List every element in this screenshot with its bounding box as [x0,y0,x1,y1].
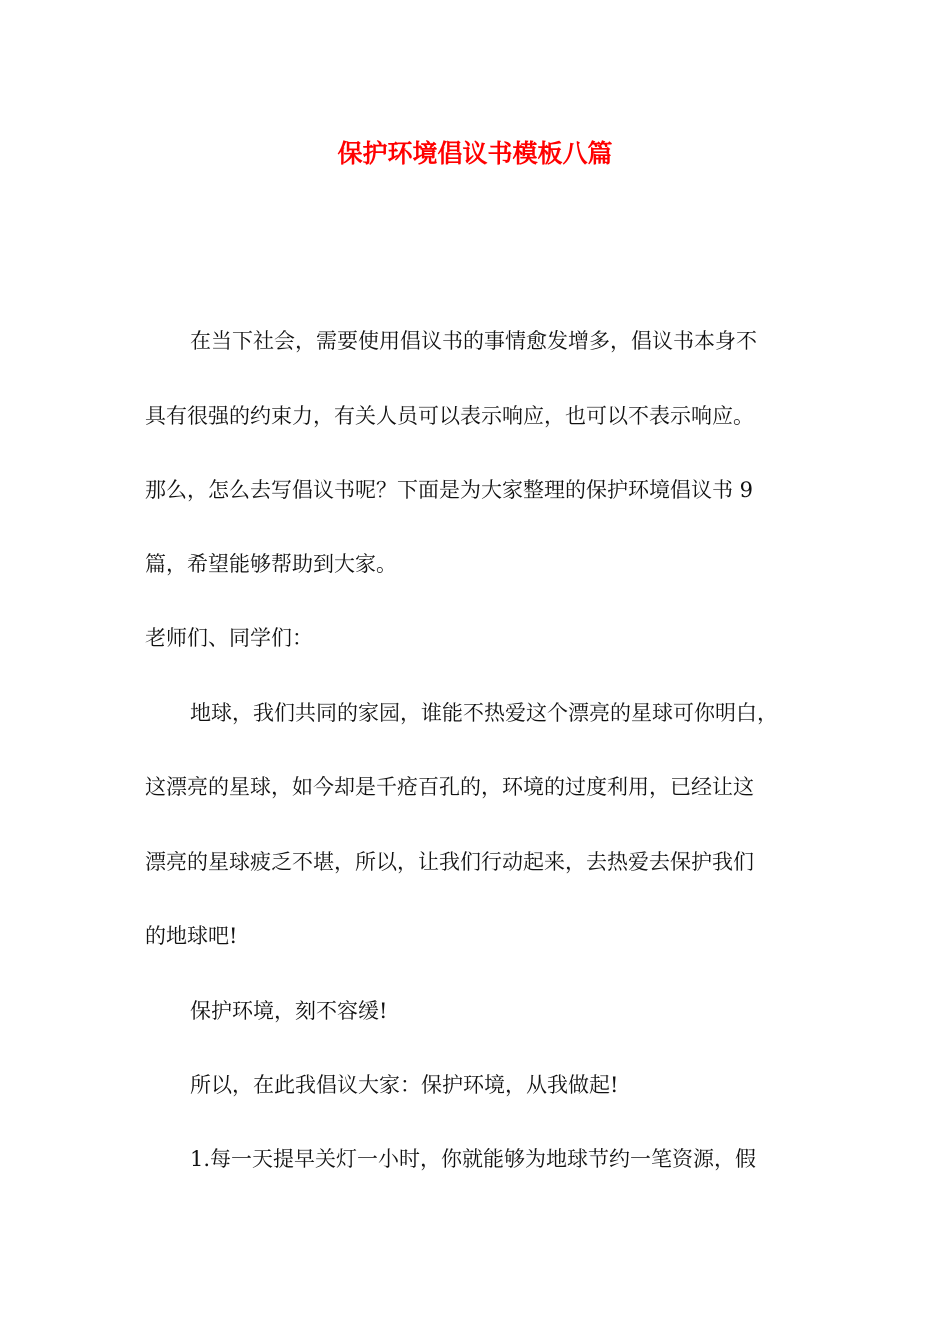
paragraph-line: 所以，在此我倡议大家：保护环境，从我做起! [190,1073,619,1097]
document-title: 保护环境倡议书模板八篇 [337,139,613,168]
paragraph-line: 具有很强的约束力，有关人员可以表示响应，也可以不表示响应。 [145,404,754,428]
paragraph-line: 地球，我们共同的家园，谁能不热爱这个漂亮的星球可你明白， [190,701,778,725]
paragraph-line: 这漂亮的星球，如今却是千疮百孔的，环境的过度利用，已经让这 [145,775,754,799]
list-item-line: 1.每一天提早关灯一小时，你就能够为地球节约一笔资源，假 [190,1147,757,1171]
paragraph-line: 漂亮的星球疲乏不堪，所以，让我们行动起来，去热爱去保护我们 [145,850,754,874]
paragraph-line: 保护环境，刻不容缓! [190,999,388,1023]
paragraph-line: 在当下社会，需要使用倡议书的事情愈发增多，倡议书本身不 [190,329,757,353]
salutation-line: 老师们、同学们： [145,626,313,650]
paragraph-line: 篇，希望能够帮助到大家。 [145,552,397,576]
paragraph-line: 的地球吧! [145,924,238,948]
paragraph-line: 那么，怎么去写倡议书呢？下面是为大家整理的保护环境倡议书 9 [145,478,754,502]
